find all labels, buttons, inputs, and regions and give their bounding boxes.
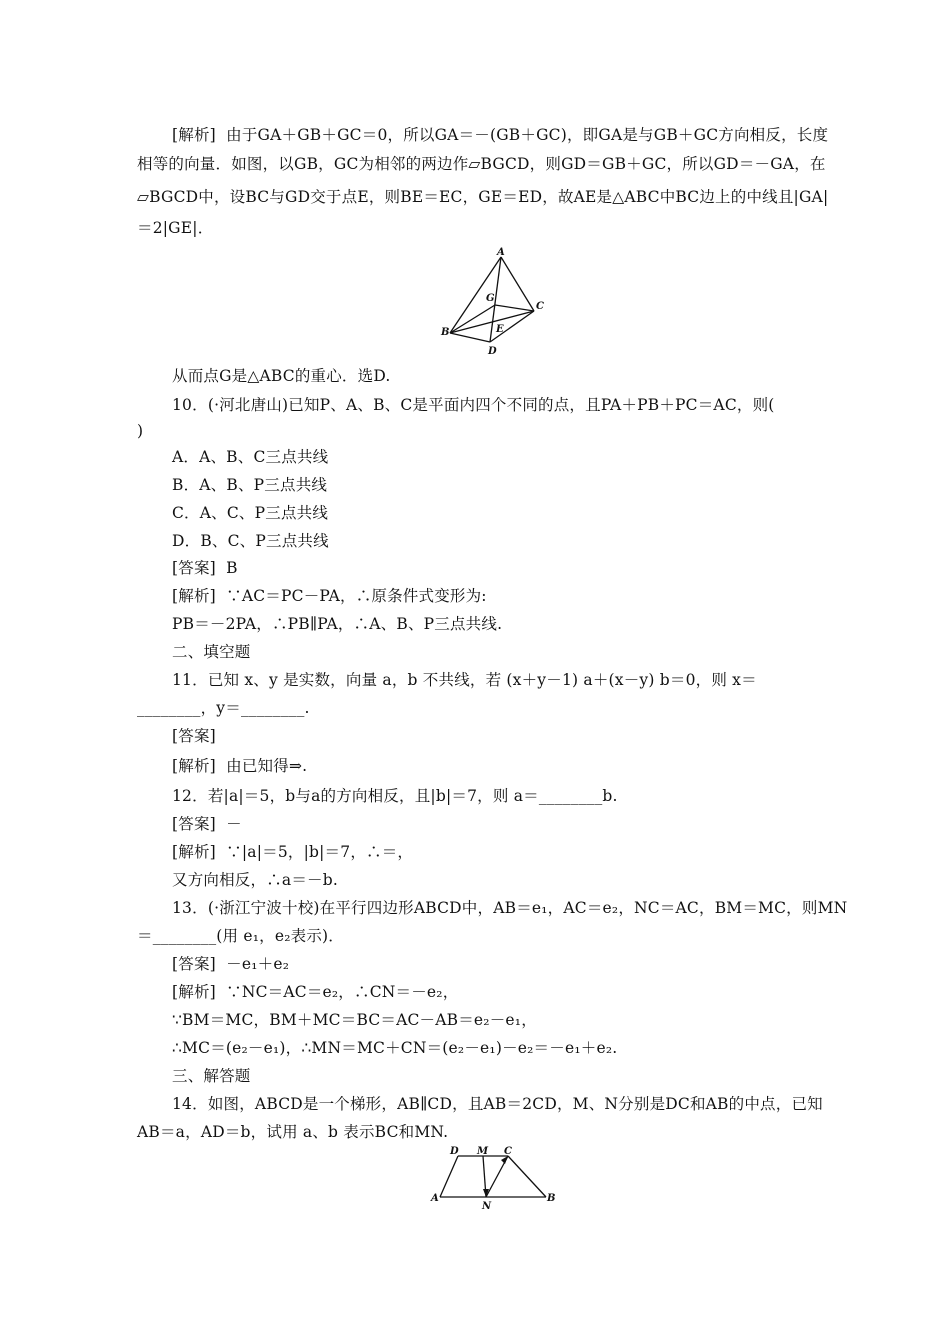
section-fill-in-heading: 二、填空题: [172, 643, 251, 661]
figure1-label-a: A: [497, 247, 505, 258]
question-10-analysis-2: PB＝－2PA，∴PB∥PA，∴A、B、P三点共线.: [172, 615, 503, 633]
figure1-label-e: E: [496, 324, 504, 335]
solution-9-line-4: ＝2|GE|．: [137, 219, 214, 237]
question-12-analysis-1: [解析] ∵|a|＝5，|b|＝7，∴＝，: [172, 843, 414, 861]
question-14-line-2: AB＝a，AD＝b，试用 a、b 表示BC和MN.: [137, 1123, 449, 1141]
figure2-label-a: A: [431, 1193, 439, 1204]
trapezoid-figure: [428, 1143, 560, 1211]
question-13-line-2: ＝________(用 e₁，e₂表示)．: [137, 927, 344, 945]
question-14-line-1: 14．如图，ABCD是一个梯形，AB∥CD，且AB＝2CD，M、N分别是DC和AB的中点，已知: [172, 1095, 823, 1113]
section-solve-heading: 三、解答题: [172, 1067, 251, 1085]
figure1-label-g: G: [486, 293, 495, 304]
question-13-answer: [答案] －e₁＋e₂: [172, 955, 290, 973]
question-10-answer: [答案] B: [172, 559, 238, 577]
parallelogram-triangle-figure: [437, 245, 549, 360]
figure2-label-c: C: [504, 1146, 512, 1157]
figure1-label-d: D: [488, 346, 497, 357]
figure2-label-n: N: [482, 1201, 492, 1211]
solution-9-line-1: [解析] 由于GA＋GB＋GC＝0，所以GA＝－(GB＋GC)，即GA是与GB＋GC方向相反，长度: [172, 126, 829, 144]
question-13-analysis-1: [解析] ∵NC＝AC＝e₂，∴CN＝－e₂，: [172, 983, 459, 1001]
question-10-option-a: A．A、B、C三点共线: [172, 448, 329, 466]
solution-9-line-2: 相等的向量．如图，以GB，GC为相邻的两边作▱BGCD，则GD＝GB＋GC，所以GD＝－GA，在: [137, 155, 826, 173]
figure1-label-b: B: [441, 327, 450, 338]
question-13-analysis-3: ∴MC＝(e₂－e₁)，∴MN＝MC＋CN＝(e₂－e₁)－e₂＝－e₁＋e₂.: [172, 1039, 618, 1057]
question-11-line-2: ________，y＝________.: [137, 699, 310, 717]
solution-9-conclusion: 从而点G是△ABC的重心．选D.: [172, 367, 391, 385]
question-12-analysis-2: 又方向相反，∴a＝－b.: [172, 871, 338, 889]
question-10-option-b: B．A、B、P三点共线: [172, 476, 328, 494]
question-10-analysis-1: [解析] ∵AC＝PC－PA，∴原条件式变形为:: [172, 587, 487, 605]
question-10-option-c: C．A、C、P三点共线: [172, 504, 329, 522]
figure1-label-c: C: [536, 301, 544, 312]
question-11-analysis: [解析] 由已知得⇒.: [172, 757, 308, 775]
question-12-line-1: 12．若|a|＝5，b与a的方向相反，且|b|＝7，则 a＝________b.: [172, 787, 618, 805]
question-10-option-d: D．B、C、P三点共线: [172, 532, 329, 550]
question-13-analysis-2: ∵BM＝MC，BM＋MC＝BC＝AC－AB＝e₂－e₁，: [172, 1011, 537, 1029]
solution-9-line-3: ▱BGCD中，设BC与GD交于点E，则BE＝EC，GE＝ED，故AE是△ABC中BC边上的中线且|GA|: [137, 188, 829, 206]
question-11-line-1: 11．已知 x、y 是实数，向量 a，b 不共线，若 (x＋y－1) a＋(x－y) b＝0，则 x＝: [172, 671, 757, 689]
question-11-answer: [答案]: [172, 727, 216, 745]
question-10-line-2: ): [137, 422, 144, 440]
figure2-label-m: M: [477, 1146, 489, 1157]
figure2-label-b: B: [547, 1193, 556, 1204]
figure2-label-d: D: [450, 1146, 459, 1157]
question-13-line-1: 13．(·浙江宁波十校)在平行四边形ABCD中，AB＝e₁，AC＝e₂，NC＝AC，BM＝MC，则MN: [172, 899, 848, 917]
question-10-line-1: 10．(·河北唐山)已知P、A、B、C是平面内四个不同的点，且PA＋PB＋PC＝AC，则(: [172, 396, 775, 414]
question-12-answer: [答案] －: [172, 815, 242, 833]
